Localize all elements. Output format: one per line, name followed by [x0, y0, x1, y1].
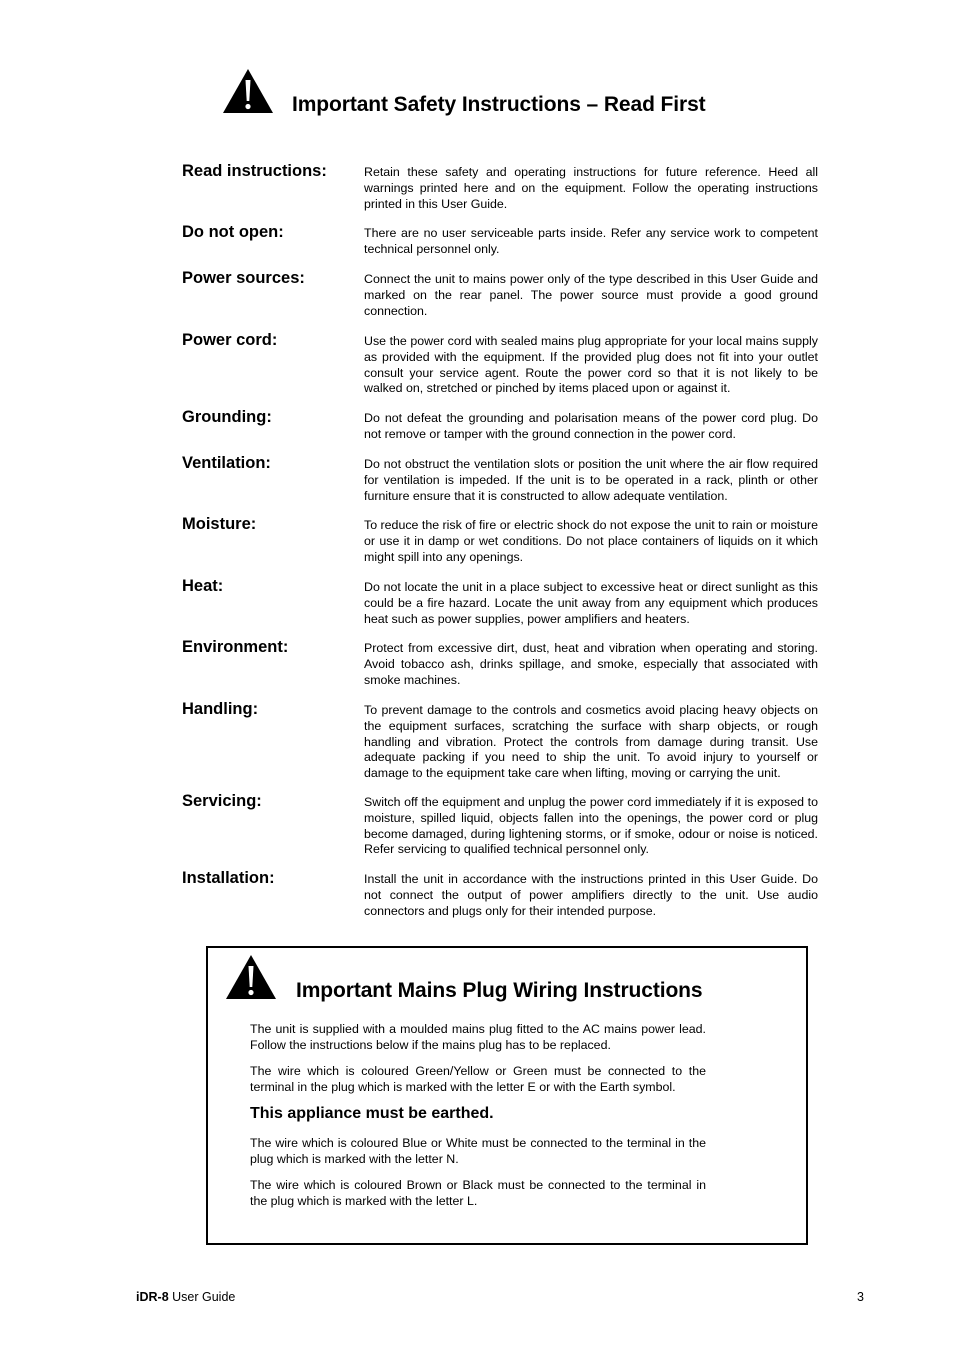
warning-triangle-icon [222, 68, 274, 114]
item-text: Do not locate the unit in a place subject to excessive heat or direct sunlight as this could be a fire hazard. Locate the unit away from any equipment which produces heat such as power supplies, power amplifiers and heaters. [364, 580, 818, 626]
item-term: Environment: [182, 638, 289, 656]
item-term: Handling: [182, 700, 259, 718]
footer-title [136, 1290, 235, 1304]
item-term: Installation: [182, 869, 275, 887]
mains-paragraph: The unit is supplied with a moulded mains plug fitted to the AC mains power lead. Follow the instructions below if the mains plug has to be replaced. [250, 1022, 706, 1052]
item-term: Power sources: [182, 269, 305, 287]
product-name: iDR-8 [136, 1290, 169, 1304]
page-number: 3 [857, 1290, 864, 1304]
warning-triangle-icon [225, 954, 277, 1000]
item-term: Ventilation: [182, 454, 271, 472]
mains-title: Important Mains Plug Wiring Instructions [296, 979, 703, 1002]
item-text: Do not obstruct the ventilation slots or position the unit where the air flow required for ventilation is impeded. If the unit is to be operated in a rack, plinth or other furniture ensure that it is constructed to allow adequate ventilation. [364, 457, 818, 503]
item-term: Heat: [182, 577, 224, 595]
item-text: To reduce the risk of fire or electric shock do not expose the unit to rain or moisture or use it in damp or wet conditions. Do not place containers of liquids on it which might spill into any openings. [364, 518, 818, 564]
item-text: Connect the unit to mains power only of the type described in this User Guide and marked on the rear panel. The power source must provide a good ground connection. [364, 272, 818, 318]
mains-paragraph: The wire which is coloured Blue or White must be connected to the terminal in the plug which is marked with the letter N. [250, 1136, 706, 1166]
item-term: Grounding: [182, 408, 272, 426]
item-text: There are no user serviceable parts inside. Refer any service work to competent technical personnel only. [364, 226, 818, 256]
mains-paragraph: The wire which is coloured Green/Yellow or Green must be connected to the terminal in the plug which is marked with the letter E or with the Earth symbol. [250, 1064, 706, 1094]
item-text: Protect from excessive dirt, dust, heat and vibration when operating and storing. Avoid tobacco ash, drinks spillage, and smoke, especially that associated with smoke machines. [364, 641, 818, 687]
item-text: Retain these safety and operating instructions for future reference. Heed all warnings printed here and on the equipment. Follow the operating instructions printed in this User Guide. [364, 165, 818, 211]
guide-label: User Guide [168, 1290, 236, 1304]
item-text: Switch off the equipment and unplug the power cord immediately if it is exposed to moisture, spilled liquid, objects fallen into the openings, the power cord or plug become damaged, during lightening storms, or if smoke, odour or noise is noticed. Refer servicing to qualified technical personnel only. [364, 795, 818, 857]
item-term: Do not open: [182, 223, 284, 241]
item-term: Moisture: [182, 515, 257, 533]
item-text: To prevent damage to the controls and cosmetics avoid placing heavy objects on the equipment surfaces, scratching the surface with sharp objects, or rough handling and vibration. Protect the controls from damage during transit. Use adequate packing if you need to ship the unit. To avoid injury to yourself or damage to the equipment take care when lifting, moving or carrying the unit. [364, 703, 818, 781]
item-text: Install the unit in accordance with the instructions printed in this User Guide. Do not connect the output of power amplifiers directly to the unit. Use audio connectors and plugs only for their intended purpose. [364, 872, 818, 918]
safety-title: Important Safety Instructions – Read First [292, 93, 706, 116]
item-term: Read instructions: [182, 162, 327, 180]
item-text: Use the power cord with sealed mains plug appropriate for your local mains supply as provided with the equipment. If the provided plug does not fit into your outlet consult your service agent. Route the power cord so that it is not likely to be walked on, stretched or pinched by items placed upon or against it. [364, 334, 818, 396]
item-text: Do not defeat the grounding and polarisation means of the power cord plug. Do not remove or tamper with the ground connection in the power cord. [364, 411, 818, 441]
mains-paragraph: The wire which is coloured Brown or Black must be connected to the terminal in the plug which is marked with the letter L. [250, 1178, 706, 1208]
earthed-notice: This appliance must be earthed. [250, 1105, 494, 1122]
item-term: Power cord: [182, 331, 278, 349]
item-term: Servicing: [182, 792, 262, 810]
